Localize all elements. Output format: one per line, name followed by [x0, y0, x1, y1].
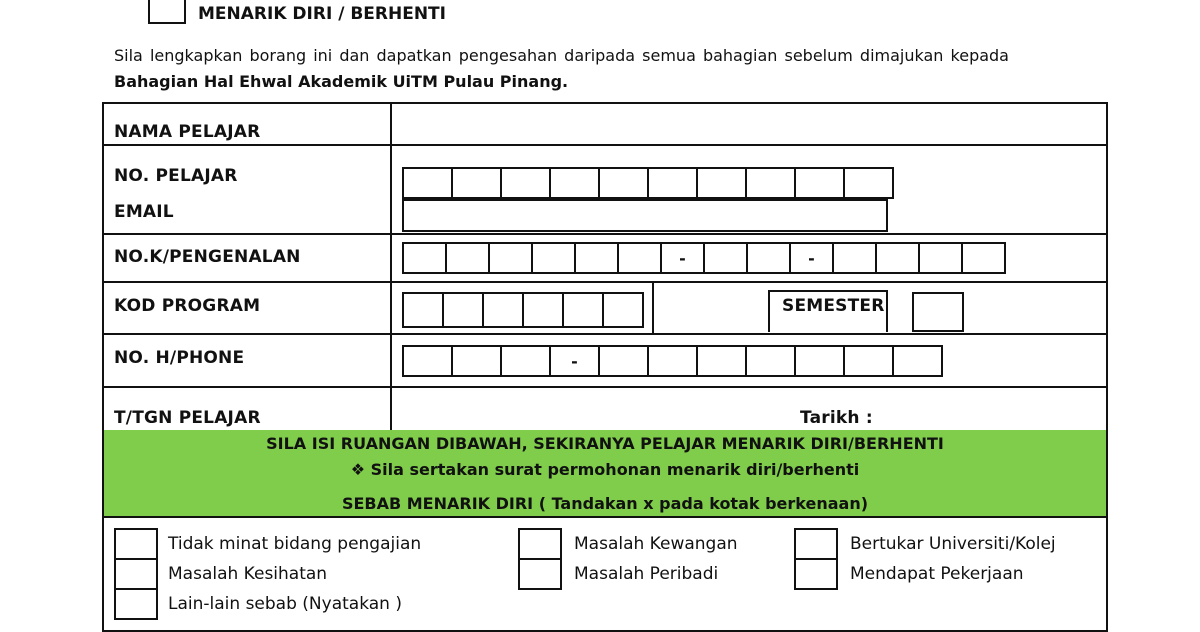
no-pelajar-input[interactable]: [402, 167, 892, 199]
digit-cell[interactable]: [961, 242, 1006, 274]
no-kp-input[interactable]: [402, 242, 1004, 274]
banner-heading: SILA ISI RUANGAN DIBAWAH, SEKIRANYA PELAJAR MENARIK DIRI/BERHENTI: [266, 434, 944, 453]
digit-cell[interactable]: [451, 345, 502, 377]
digit-cell[interactable]: [647, 345, 698, 377]
banner-reason-heading: SEBAB MENARIK DIRI ( Tandakan x pada kotak berkenaan): [341, 494, 869, 513]
digit-cell[interactable]: [696, 345, 747, 377]
separator-dash: -: [549, 345, 600, 377]
instruction-office: Bahagian Hal Ehwal Akademik UiTM Pulau Pinang.: [114, 72, 569, 91]
separator-dash: -: [660, 242, 705, 274]
digit-cell[interactable]: [531, 242, 576, 274]
digit-cell[interactable]: [892, 345, 943, 377]
separator-dash: -: [789, 242, 834, 274]
digit-cell[interactable]: [402, 242, 447, 274]
semester-input[interactable]: [912, 292, 964, 332]
digit-cell[interactable]: [574, 242, 619, 274]
label-no-phone: NO. H/PHONE: [114, 348, 245, 368]
program-divider: [652, 281, 654, 333]
digit-cell[interactable]: [598, 345, 649, 377]
banner-note: ❖ Sila sertakan surat permohonan menarik diri/berhenti: [350, 460, 860, 479]
row-rule: [102, 144, 1108, 146]
table-divider: [390, 102, 392, 432]
reason-label: Tidak minat bidang pengajian: [168, 534, 422, 554]
reason-label: Lain-lain sebab (Nyatakan ): [168, 594, 402, 614]
digit-cell[interactable]: [794, 167, 845, 199]
reason-checkbox[interactable]: [518, 528, 562, 560]
reason-label: Masalah Kewangan: [574, 534, 738, 554]
reason-label: Masalah Peribadi: [574, 564, 719, 584]
reason-checkbox[interactable]: [794, 528, 838, 560]
digit-cell[interactable]: [843, 345, 894, 377]
digit-cell[interactable]: [745, 167, 796, 199]
row-rule: [102, 386, 1108, 388]
banner-bottom-rule: [102, 516, 1108, 518]
row-rule: [102, 233, 1108, 235]
digit-cell[interactable]: [598, 167, 649, 199]
digit-cell[interactable]: [703, 242, 748, 274]
withdraw-checkbox[interactable]: [148, 0, 186, 24]
label-nama-pelajar: NAMA PELAJAR: [114, 122, 261, 142]
withdrawal-banner: [104, 430, 1106, 516]
label-tarikh: Tarikh :: [800, 408, 873, 428]
digit-cell[interactable]: [402, 345, 453, 377]
digit-cell[interactable]: [500, 167, 551, 199]
label-tandatangan: T/TGN PELAJAR: [114, 408, 261, 428]
no-phone-input[interactable]: [402, 345, 941, 377]
digit-cell[interactable]: [746, 242, 791, 274]
code-cell[interactable]: [442, 292, 484, 328]
code-cell[interactable]: [522, 292, 564, 328]
code-cell[interactable]: [562, 292, 604, 328]
digit-cell[interactable]: [617, 242, 662, 274]
code-cell[interactable]: [482, 292, 524, 328]
digit-cell[interactable]: [549, 167, 600, 199]
reason-label: Bertukar Universiti/Kolej: [850, 534, 1056, 554]
label-kod-program: KOD PROGRAM: [114, 296, 261, 316]
digit-cell[interactable]: [696, 167, 747, 199]
kod-program-input[interactable]: [402, 292, 642, 328]
row-rule: [102, 333, 1108, 335]
digit-cell[interactable]: [647, 167, 698, 199]
instruction-text: Sila lengkapkan borang ini dan dapatkan pengesahan daripada semua bahagian sebelum dimajukan kepada: [114, 46, 1009, 65]
reason-checkbox[interactable]: [114, 558, 158, 590]
code-cell[interactable]: [402, 292, 444, 328]
digit-cell[interactable]: [500, 345, 551, 377]
digit-cell[interactable]: [402, 167, 453, 199]
reason-checkbox[interactable]: [114, 588, 158, 620]
row-rule: [102, 281, 1108, 283]
reason-checkbox[interactable]: [518, 558, 562, 590]
label-email: EMAIL: [114, 202, 174, 222]
reason-label: Mendapat Pekerjaan: [850, 564, 1024, 584]
label-no-kp: NO.K/PENGENALAN: [114, 247, 301, 267]
reason-checkbox[interactable]: [114, 528, 158, 560]
email-field[interactable]: [402, 199, 888, 232]
reason-label: Masalah Kesihatan: [168, 564, 328, 584]
digit-cell[interactable]: [794, 345, 845, 377]
digit-cell[interactable]: [832, 242, 877, 274]
code-cell[interactable]: [602, 292, 644, 328]
reason-checkbox[interactable]: [794, 558, 838, 590]
label-semester: SEMESTER: [782, 296, 885, 316]
label-no-pelajar: NO. PELAJAR: [114, 166, 238, 186]
digit-cell[interactable]: [875, 242, 920, 274]
digit-cell[interactable]: [451, 167, 502, 199]
digit-cell[interactable]: [445, 242, 490, 274]
form-title: MENARIK DIRI / BERHENTI: [198, 4, 446, 24]
digit-cell[interactable]: [745, 345, 796, 377]
digit-cell[interactable]: [918, 242, 963, 274]
digit-cell[interactable]: [488, 242, 533, 274]
digit-cell[interactable]: [843, 167, 894, 199]
